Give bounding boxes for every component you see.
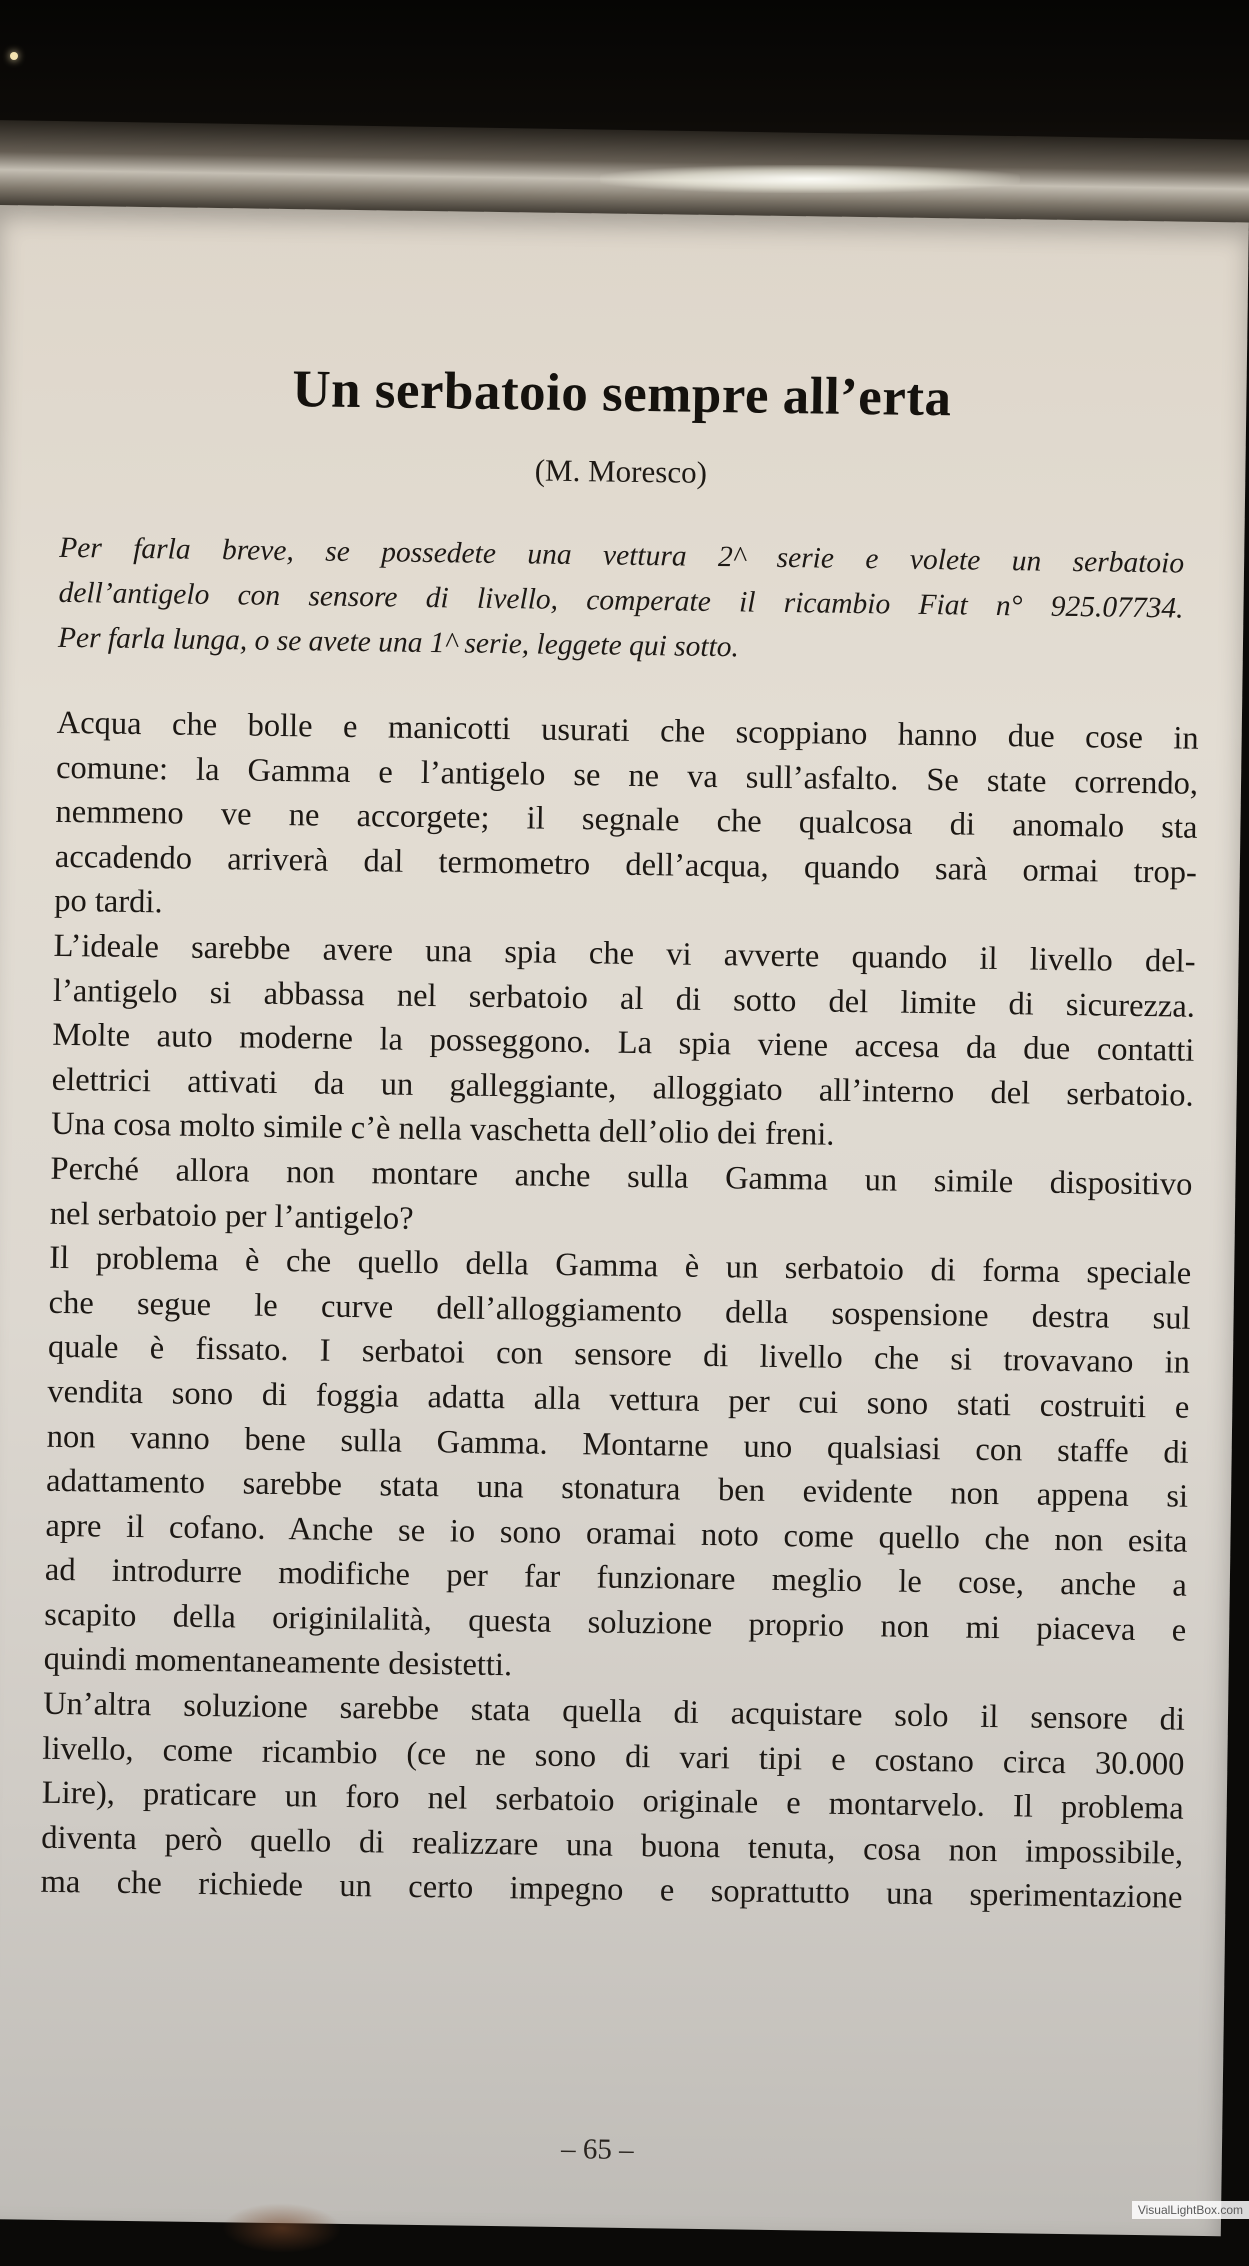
watermark: VisualLightBox.com	[1132, 2201, 1249, 2219]
body-line: adattamento sarebbe stata una stonatura ben evidente non appena si	[45, 1462, 1189, 1515]
body-line: ad introdurre modifiche per far funzionare meglio le cose, anche a	[44, 1552, 1188, 1604]
body-line: nemmeno ve ne accorgete; il segnale che qualcosa di anomalo sta	[55, 794, 1198, 846]
body-line: scapito della originilalità, questa soluzione proprio non mi piaceva e	[44, 1596, 1187, 1649]
article-intro	[58, 526, 1185, 677]
article-body	[40, 701, 1199, 1921]
body-line: Lire), praticare un foro nel serbatoio originale e montarvelo. Il problema	[41, 1774, 1184, 1827]
finger-shadow	[221, 2202, 342, 2254]
body-line: comune: la Gamma e l’antigelo se ne va sull’asfalto. Se state correndo,	[55, 749, 1199, 802]
body-line: quindi momentaneamente desistetti.	[43, 1641, 513, 1684]
body-line: Il problema è che quello della Gamma è un serbatoio di forma speciale	[49, 1239, 1192, 1292]
body-line: livello, come ricambio (ce ne sono di vari tipi e costano circa 30.000	[42, 1730, 1185, 1783]
body-line: quale è fissato. I serbatoi con sensore di livello che si trovavano in	[47, 1329, 1191, 1382]
body-line: Un’altra soluzione sarebbe stata quella di acquistare solo il sensore di	[42, 1685, 1186, 1738]
body-line: l’antigelo si abbassa nel serbatoio al di sotto del limite di sicurezza.	[52, 972, 1196, 1025]
book-page	[0, 205, 1249, 2236]
article-title: Un serbatoio sempre all’erta	[291, 360, 952, 428]
page-number: – 65 –	[560, 2133, 634, 2167]
body-line: che segue le curve dell’alloggiamento della sospensione destra sul	[48, 1284, 1191, 1337]
body-line: Acqua che bolle e manicotti usurati che scoppiano hanno due cose in	[56, 704, 1199, 757]
body-line: elettrici attivati da un galleggiante, alloggiato all’interno del serbatoio.	[51, 1061, 1194, 1114]
body-line: diventa però quello di realizzare una buona tenuta, cosa non impossibile,	[40, 1819, 1184, 1872]
device-led-icon	[10, 52, 18, 60]
body-line: apre il cofano. Anche se io sono oramai noto come quello che non esita	[45, 1507, 1188, 1560]
intro-line: dell’antigelo con sensore di livello, comperate il ricambio Fiat n° 925.07734.	[58, 576, 1184, 625]
body-line: Una cosa molto simile c’è nella vaschetta dell’olio dei freni.	[50, 1106, 835, 1154]
intro-line: Per farla breve, se possedete una vettura 2^ serie e volete un serbatoio	[58, 531, 1185, 580]
article-author: (M. Moresco)	[534, 452, 708, 490]
body-line: vendita sono di foggia adatta alla vettura per cui sono stati costruiti e	[47, 1373, 1190, 1426]
body-line: Molte auto moderne la posseggono. La spia viene accesa da due contatti	[52, 1016, 1195, 1069]
intro-line: Per farla lunga, o se avete una 1^ serie, leggete qui sotto.	[57, 621, 740, 664]
body-line: ma che richiede un certo impegno e soprattutto una sperimentazione	[40, 1864, 1183, 1917]
body-line: accadendo arriverà dal termometro dell’acqua, quando sarà ormai trop-	[54, 838, 1198, 891]
light-reflection	[600, 165, 1020, 193]
body-line: nel serbatoio per l’antigelo?	[49, 1195, 414, 1237]
body-line: po tardi.	[54, 883, 163, 921]
body-line: non vanno bene sulla Gamma. Montarne uno qualsiasi con staffe di	[46, 1418, 1189, 1471]
body-line: Perché allora non montare anche sulla Gamma un simile dispositivo	[50, 1150, 1193, 1203]
body-line: L’ideale sarebbe avere una spia che vi avverte quando il livello del-	[53, 927, 1196, 980]
